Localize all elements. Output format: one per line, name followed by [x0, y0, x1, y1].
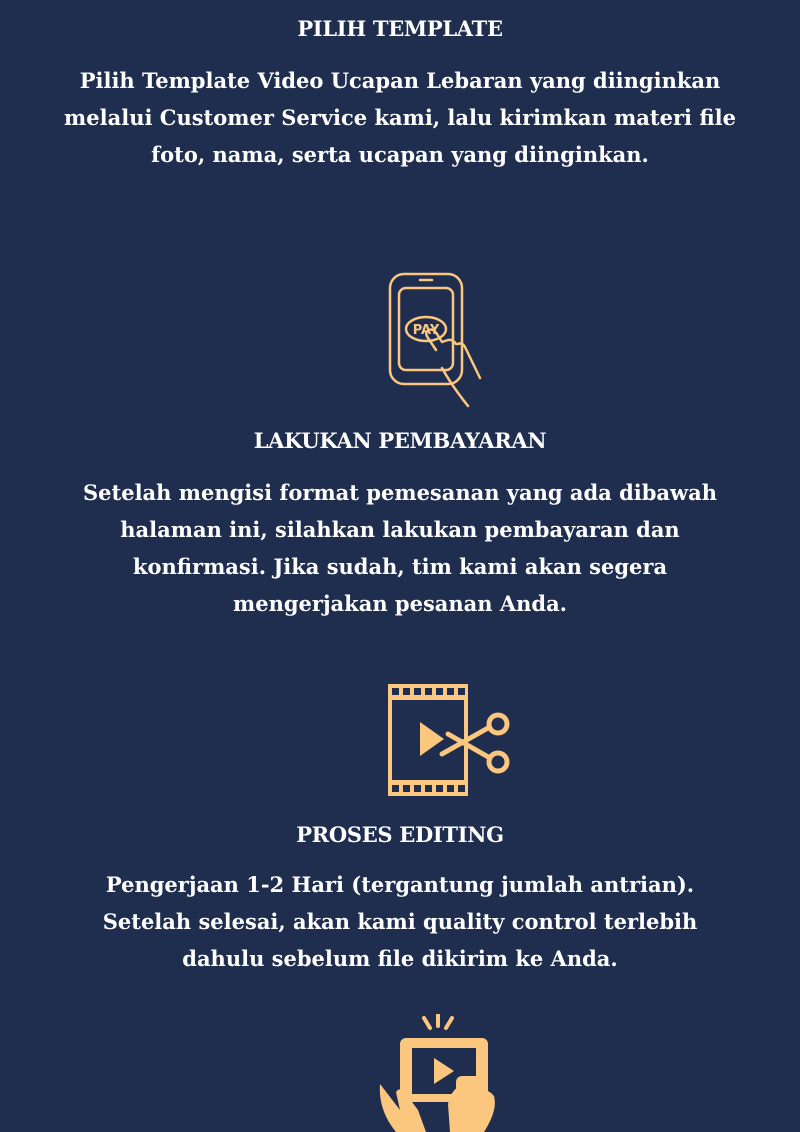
step-description-proses-editing: Pengerjaan 1-2 Hari (tergantung jumlah antrian). Setelah selesai, akan kami quality control terlebih dahulu sebelum file dikirim ke Anda.	[102, 872, 698, 971]
step-title-proses-editing: PROSES EDITING	[296, 822, 504, 847]
tablet-play-icon	[378, 1014, 498, 1132]
phone-pay-icon	[380, 268, 500, 412]
pay-label: PAY	[412, 323, 440, 338]
step-title-lakukan-pembayaran: LAKUKAN PEMBAYARAN	[253, 428, 547, 453]
film-scissors-icon	[386, 682, 516, 798]
step-description-lakukan-pembayaran: Setelah mengisi format pemesanan yang ada dibawah halaman ini, silahkan lakukan pembayaran dan konfirmasi. Jika sudah, tim kami akan segera mengerjakan pesanan Anda.	[82, 480, 717, 616]
step-title-pilih-template: PILIH TEMPLATE	[297, 16, 503, 41]
step-description-pilih-template: Pilih Template Video Ucapan Lebaran yang diinginkan melalui Customer Service kami, lalu kirimkan materi file foto, nama, serta ucapan yang diinginkan.	[64, 68, 736, 167]
